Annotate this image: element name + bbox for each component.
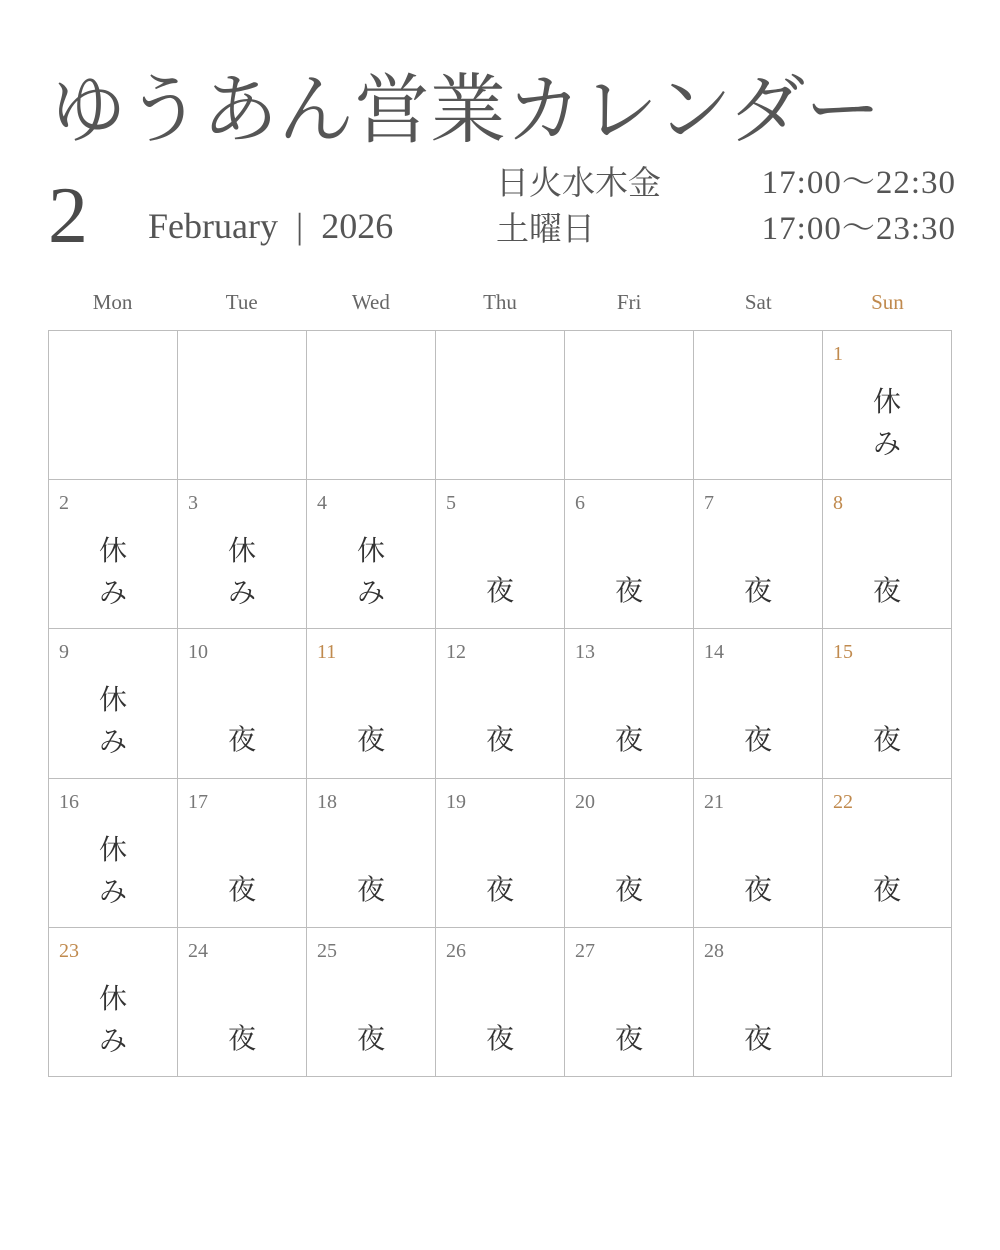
weekday-tue: Tue xyxy=(225,290,258,314)
calendar-cell xyxy=(307,779,436,928)
calendar-cell xyxy=(565,779,694,928)
calendar-cell xyxy=(178,928,307,1077)
calendar-cell xyxy=(694,928,823,1077)
calendar-cell xyxy=(49,331,178,480)
day-number: 15 xyxy=(833,641,853,664)
calendar-title: ゆうあん営業カレンダー xyxy=(50,65,882,154)
calendar-cell xyxy=(307,928,436,1077)
weekday-thu: Thu xyxy=(483,290,517,314)
day-number: 5 xyxy=(446,492,456,515)
day-number: 24 xyxy=(188,939,208,962)
calendar-cell xyxy=(178,629,307,778)
night-label: 夜 xyxy=(614,1021,643,1055)
night-label: 夜 xyxy=(485,872,514,906)
weekday-sun: Sun xyxy=(871,290,904,314)
night-label: 夜 xyxy=(614,723,643,757)
night-label: 夜 xyxy=(356,723,385,757)
night-label: 夜 xyxy=(743,1021,772,1055)
calendar-cell xyxy=(178,480,307,629)
calendar-cell xyxy=(565,629,694,778)
day-number: 20 xyxy=(575,790,595,813)
night-label: 夜 xyxy=(743,574,772,608)
calendar-cell xyxy=(49,629,178,778)
calendar-cell xyxy=(823,331,952,480)
closed-label: 休み xyxy=(98,683,127,759)
night-label: 夜 xyxy=(485,1021,514,1055)
calendar-cell xyxy=(49,779,178,928)
weekday-wed: Wed xyxy=(351,290,390,314)
calendar-cell xyxy=(49,928,178,1077)
calendar-cell xyxy=(178,331,307,480)
day-number: 26 xyxy=(446,939,466,962)
weekday-header xyxy=(48,290,952,315)
month-number: 2 xyxy=(48,172,88,260)
night-label: 夜 xyxy=(743,872,772,906)
calendar-cell xyxy=(307,480,436,629)
night-label: 夜 xyxy=(872,723,901,757)
day-number: 23 xyxy=(59,939,79,962)
hours-time: 17:00〜22:30 xyxy=(761,165,956,201)
closed-label: 休み xyxy=(98,832,127,908)
day-number: 16 xyxy=(59,790,79,813)
closed-label: 休み xyxy=(356,534,385,610)
calendar-cell xyxy=(436,779,565,928)
business-hours xyxy=(496,160,956,252)
night-label: 夜 xyxy=(227,723,256,757)
day-number: 18 xyxy=(317,790,337,813)
calendar-cell xyxy=(49,480,178,629)
calendar-cell xyxy=(694,629,823,778)
night-label: 夜 xyxy=(356,872,385,906)
day-number: 7 xyxy=(704,492,714,515)
day-number: 22 xyxy=(833,790,853,813)
hours-row-weekday xyxy=(496,160,956,206)
day-number: 17 xyxy=(188,790,208,813)
night-label: 夜 xyxy=(743,723,772,757)
day-number: 6 xyxy=(575,492,585,515)
night-label: 夜 xyxy=(227,1021,256,1055)
night-label: 夜 xyxy=(872,872,901,906)
day-number: 4 xyxy=(317,492,327,515)
calendar-cell xyxy=(565,331,694,480)
day-number: 25 xyxy=(317,939,337,962)
night-label: 夜 xyxy=(356,1021,385,1055)
day-number: 13 xyxy=(575,641,595,664)
year: 2026 xyxy=(321,206,394,246)
day-number: 19 xyxy=(446,790,466,813)
day-number: 3 xyxy=(188,492,198,515)
day-number: 14 xyxy=(704,641,724,664)
day-number: 8 xyxy=(833,492,843,515)
closed-label: 休み xyxy=(872,385,901,460)
night-label: 夜 xyxy=(614,872,643,906)
hours-days: 土曜日 xyxy=(496,209,595,248)
night-label: 夜 xyxy=(614,574,643,608)
night-label: 夜 xyxy=(485,723,514,757)
closed-label: 休み xyxy=(227,534,256,610)
day-number: 9 xyxy=(59,641,69,664)
calendar-grid xyxy=(48,330,952,1077)
weekday-mon: Mon xyxy=(92,290,133,314)
calendar-cell xyxy=(436,480,565,629)
night-label: 夜 xyxy=(227,872,256,906)
hours-days: 日火水木金 xyxy=(496,163,661,202)
day-number: 27 xyxy=(575,939,595,962)
calendar-cell xyxy=(823,480,952,629)
calendar-cell xyxy=(823,629,952,778)
weekday-fri: Fri xyxy=(616,290,642,314)
month-year-separator: | xyxy=(295,206,304,246)
night-label: 夜 xyxy=(485,574,514,608)
calendar-cell xyxy=(694,480,823,629)
calendar-cell xyxy=(694,331,823,480)
night-label: 夜 xyxy=(872,574,901,608)
calendar-cell xyxy=(823,928,952,1077)
day-number: 10 xyxy=(188,641,208,664)
calendar-cell xyxy=(694,779,823,928)
closed-label: 休み xyxy=(98,981,127,1057)
day-number: 11 xyxy=(317,641,337,664)
month-year-line xyxy=(148,204,393,248)
calendar-cell xyxy=(436,331,565,480)
day-number: 21 xyxy=(704,790,724,813)
day-number: 12 xyxy=(446,641,466,664)
weekday-sat: Sat xyxy=(744,290,772,314)
calendar-cell xyxy=(565,480,694,629)
hours-time: 17:00〜23:30 xyxy=(761,211,956,247)
day-number: 1 xyxy=(833,343,843,365)
closed-label: 休み xyxy=(98,534,127,610)
day-number: 28 xyxy=(704,939,724,962)
hours-row-saturday xyxy=(496,206,956,252)
calendar-cell xyxy=(565,928,694,1077)
month-name: February xyxy=(148,206,278,246)
calendar-cell xyxy=(436,629,565,778)
calendar-cell xyxy=(823,779,952,928)
calendar-cell xyxy=(307,331,436,480)
calendar-cell xyxy=(178,779,307,928)
day-number: 2 xyxy=(59,492,69,515)
calendar-cell xyxy=(436,928,565,1077)
calendar-cell xyxy=(307,629,436,778)
